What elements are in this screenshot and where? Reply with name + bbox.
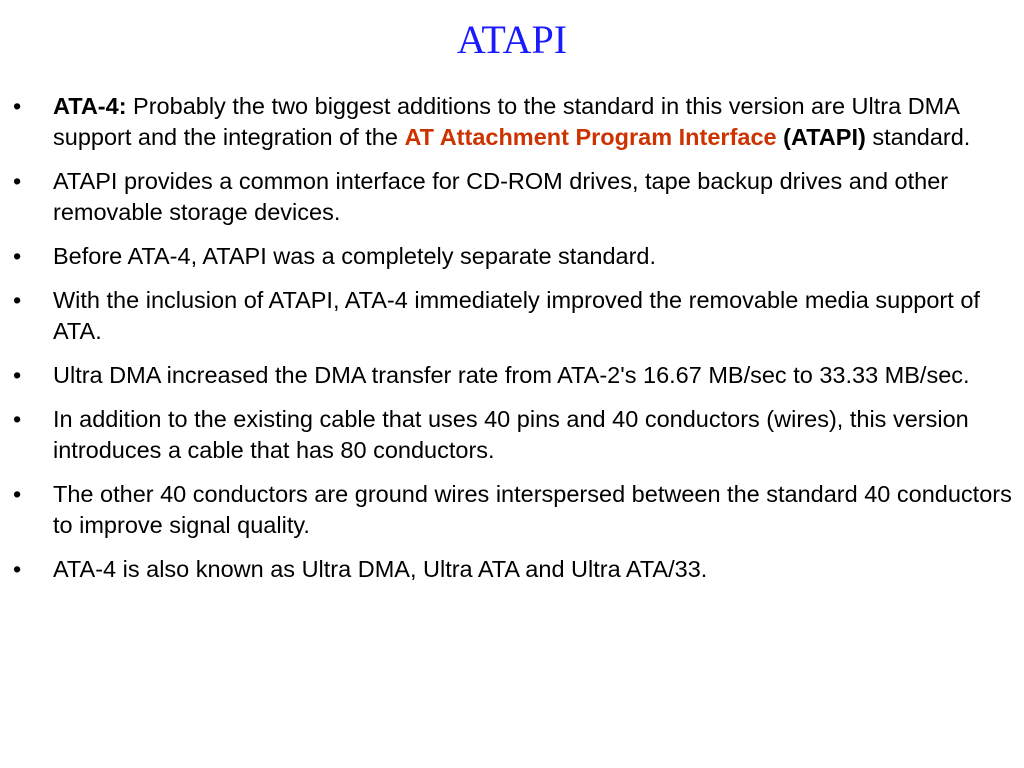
acronym: (ATAPI) bbox=[776, 124, 866, 150]
bullet-item bbox=[0, 285, 1024, 347]
bullet-dot-icon: • bbox=[13, 362, 22, 388]
bullet-text: In addition to the existing cable that uses 40 pins and 40 conductors (wires), this version introduces a cable that has 80 conductors. bbox=[53, 406, 969, 463]
bullet-dot-icon: • bbox=[13, 93, 22, 119]
bullet-dot-icon: • bbox=[13, 406, 22, 432]
bullet-item bbox=[0, 404, 1024, 466]
bullet-dot-icon: • bbox=[13, 556, 22, 582]
bullet-item bbox=[0, 241, 1024, 272]
bullet-text: With the inclusion of ATAPI, ATA-4 immediately improved the removable media support of ATA. bbox=[53, 287, 980, 344]
bullet-text: ATAPI provides a common interface for CD-ROM drives, tape backup drives and other removable storage devices. bbox=[53, 168, 949, 225]
bullet-item bbox=[0, 360, 1024, 391]
bullet-text-end: standard. bbox=[865, 124, 971, 150]
bullet-text: The other 40 conductors are ground wires interspersed between the standard 40 conductors to improve signal quality. bbox=[53, 481, 1012, 538]
bullet-item-ata4-additions bbox=[0, 91, 1024, 153]
bullet-item bbox=[0, 166, 1024, 228]
bullet-text: Probably the two biggest additions to the standard in this version are Ultra DMA support and the integration of the bbox=[53, 93, 959, 150]
slide-title: ATAPI bbox=[456, 17, 568, 62]
bullet-item bbox=[0, 554, 1024, 585]
bullet-text: Ultra DMA increased the DMA transfer rate from ATA-2's 16.67 MB/sec to 33.33 MB/sec. bbox=[53, 362, 970, 388]
accent-term: AT Attachment Program Interface bbox=[404, 124, 777, 150]
bullet-dot-icon: • bbox=[13, 243, 22, 269]
bullet-lead: ATA-4: bbox=[53, 93, 127, 119]
bullet-dot-icon: • bbox=[13, 287, 22, 313]
bullet-dot-icon: • bbox=[13, 481, 22, 507]
bullet-text: Before ATA-4, ATAPI was a completely separate standard. bbox=[53, 243, 657, 269]
bullet-list bbox=[0, 91, 1024, 598]
bullet-item bbox=[0, 479, 1024, 541]
bullet-text: ATA-4 is also known as Ultra DMA, Ultra ATA and Ultra ATA/33. bbox=[53, 556, 708, 582]
bullet-dot-icon: • bbox=[13, 168, 22, 194]
